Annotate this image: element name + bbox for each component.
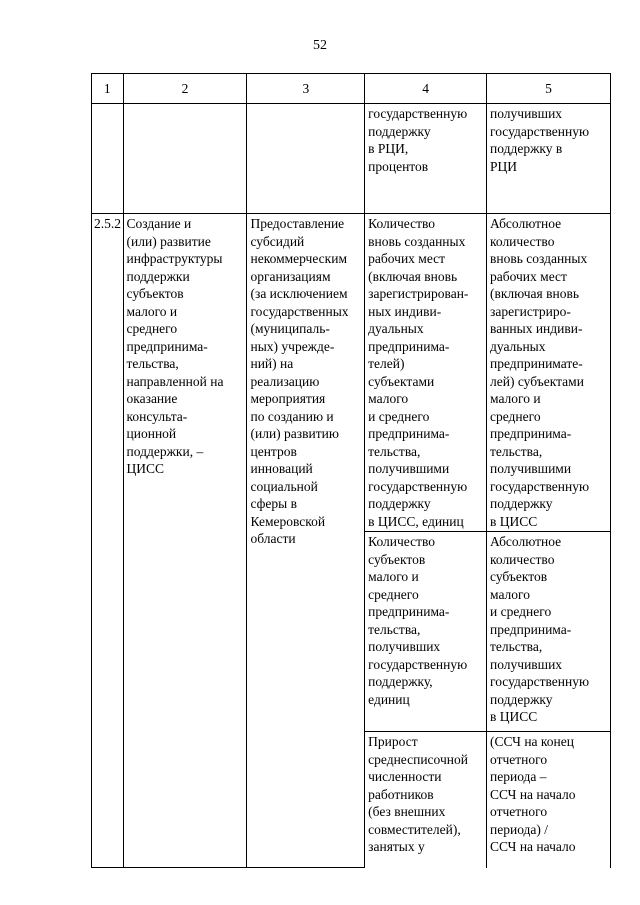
column-number-2: 2	[123, 74, 247, 104]
cell-empty	[123, 104, 247, 214]
row-number: 2.5.2	[92, 214, 124, 868]
indicator-name-cell: государственную поддержку в РЦИ, процентов	[365, 104, 487, 214]
table-header-row	[92, 74, 611, 104]
cell-empty	[92, 104, 124, 214]
page-number: 52	[313, 38, 327, 53]
calculation-method-cell: (ССЧ на конец отчетного периода – ССЧ на начало отчетного периода) / ССЧ на начало	[487, 732, 611, 868]
calculation-method-cell: Абсолютное количество вновь созданных рабочих мест (включая вновь зарегистриро- ванных индиви- дуальных предпринимате- лей) субъектами малого и среднего предпринима- тельства, получившими государственную поддержку в ЦИСС	[487, 214, 611, 532]
column-number-4: 4	[365, 74, 487, 104]
indicator-name-cell: Прирост среднесписочной численности работников (без внешних совместителей), занятых у	[365, 732, 487, 868]
cell-empty	[247, 104, 365, 214]
mechanism-cell: Предоставление субсидий некоммерческим организациям (за исключением государственных (муниципаль- ных) учрежде- ний) на реализацию мероприятия по созданию и (или) развитию центров инноваций социальной сферы в Кемеровской области	[247, 214, 365, 868]
column-number-1: 1	[92, 74, 124, 104]
calculation-method-cell: Абсолютное количество субъектов малого и среднего предпринима- тельства, получивших государственную поддержку в ЦИСС	[487, 532, 611, 732]
measure-name-cell: Создание и (или) развитие инфраструктуры поддержки субъектов малого и среднего предпринима- тельства, направленной на оказание консульта- ционной поддержки, – ЦИСС	[123, 214, 247, 868]
table-row-continued	[92, 104, 611, 214]
column-number-5: 5	[487, 74, 611, 104]
calculation-method-cell: получивших государственную поддержку в РЦИ	[487, 104, 611, 214]
indicators-table	[91, 73, 611, 868]
indicator-name-cell: Количество субъектов малого и среднего предпринима- тельства, получивших государственную поддержку, единиц	[365, 532, 487, 732]
column-number-3: 3	[247, 74, 365, 104]
table-row	[92, 214, 611, 532]
indicator-name-cell: Количество вновь созданных рабочих мест (включая вновь зарегистрирован- ных индиви- дуальных предпринима- телей) субъектами малого и среднего предпринима- тельства, получившими государственную поддержку в ЦИСС, единиц	[365, 214, 487, 532]
